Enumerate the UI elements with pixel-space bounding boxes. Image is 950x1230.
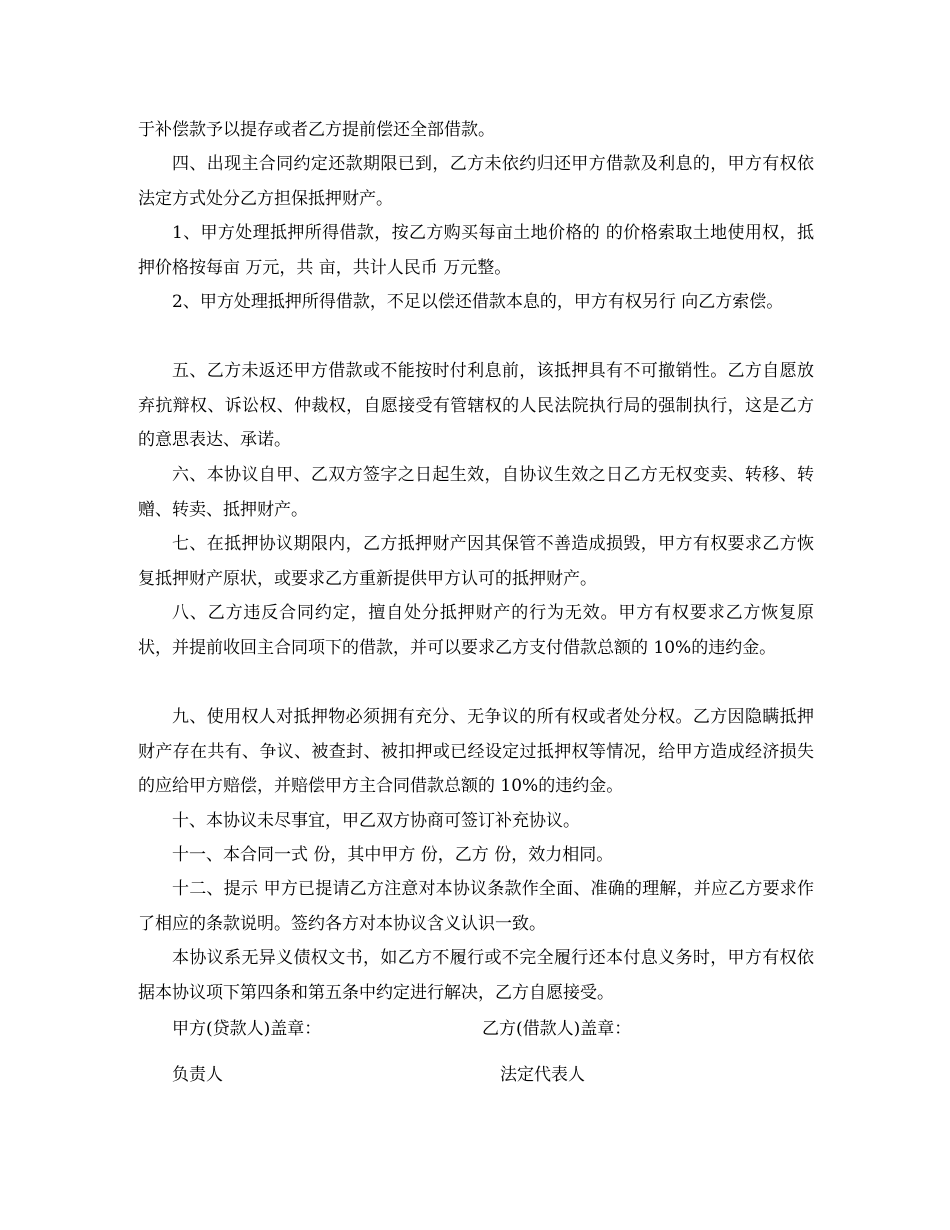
clause-9: 九、使用权人对抵押物必须拥有充分、无争议的所有权或者处分权。乙方因隐瞒抵押财产存在共有、争议、被查封、被扣押或已经设定过抵押权等情况，给甲方造成经济损失的应给甲方赔偿，并赔偿甲方主合同借款总额的 10%的违约金。 (138, 707, 814, 796)
closing-statement: 本协议系无异义债权文书，如乙方不履行或不完全履行还本付息义务时，甲方有权依据本协议项下第四条和第五条中约定进行解决，乙方自愿接受。 (138, 948, 814, 1003)
party-b-person-label: 法定代表人 (500, 1065, 585, 1085)
clause-6: 六、本协议自甲、乙双方签字之日起生效，自协议生效之日乙方无权变卖、转移、转赠、转卖、抵押财产。 (138, 465, 814, 520)
party-b-seal-label: 乙方(借款人)盖章： (482, 1019, 632, 1039)
clause-4-item-2: 2、甲方处理抵押所得借款，不足以偿还借款本息的，甲方有权另行 向乙方索偿。 (172, 292, 784, 312)
clause-5: 五、乙方未返还甲方借款或不能按时付利息前，该抵押具有不可撤销性。乙方自愿放弃抗辩权、诉讼权、仲裁权，自愿接受有管辖权的人民法院执行局的强制执行，这是乙方的意思表达、承诺。 (138, 361, 814, 450)
clause-4-item-1: 1、甲方处理抵押所得借款，按乙方购买每亩土地价格的 的价格索取土地使用权，抵押价格按每亩 万元，共 亩，共计人民币 万元整。 (138, 223, 814, 278)
clause-7: 七、在抵押协议期限内，乙方抵押财产因其保管不善造成损毁，甲方有权要求乙方恢复抵押财产原状，或要求乙方重新提供甲方认可的抵押财产。 (138, 534, 814, 589)
paragraph-continuation: 于补偿款予以提存或者乙方提前偿还全部借款。 (138, 120, 495, 140)
clause-10: 十、本协议未尽事宜，甲乙双方协商可签订补充协议。 (172, 811, 580, 831)
clause-11: 十一、本合同一式 份，其中甲方 份，乙方 份，效力相同。 (172, 845, 614, 865)
clause-4: 四、出现主合同约定还款期限已到，乙方未依约归还甲方借款及利息的，甲方有权依法定方式处分乙方担保抵押财产。 (138, 154, 814, 209)
party-a-person-label: 负责人 (172, 1065, 223, 1085)
clause-12: 十二、提示 甲方已提请乙方注意对本协议条款作全面、准确的理解，并应乙方要求作了相应的条款说明。签约各方对本协议含义认识一致。 (138, 879, 814, 934)
clause-8: 八、乙方违反合同约定，擅自处分抵押财产的行为无效。甲方有权要求乙方恢复原状，并提前收回主合同项下的借款，并可以要求乙方支付借款总额的 10%的违约金。 (138, 603, 814, 658)
party-a-seal-label: 甲方(贷款人)盖章： (172, 1019, 322, 1039)
